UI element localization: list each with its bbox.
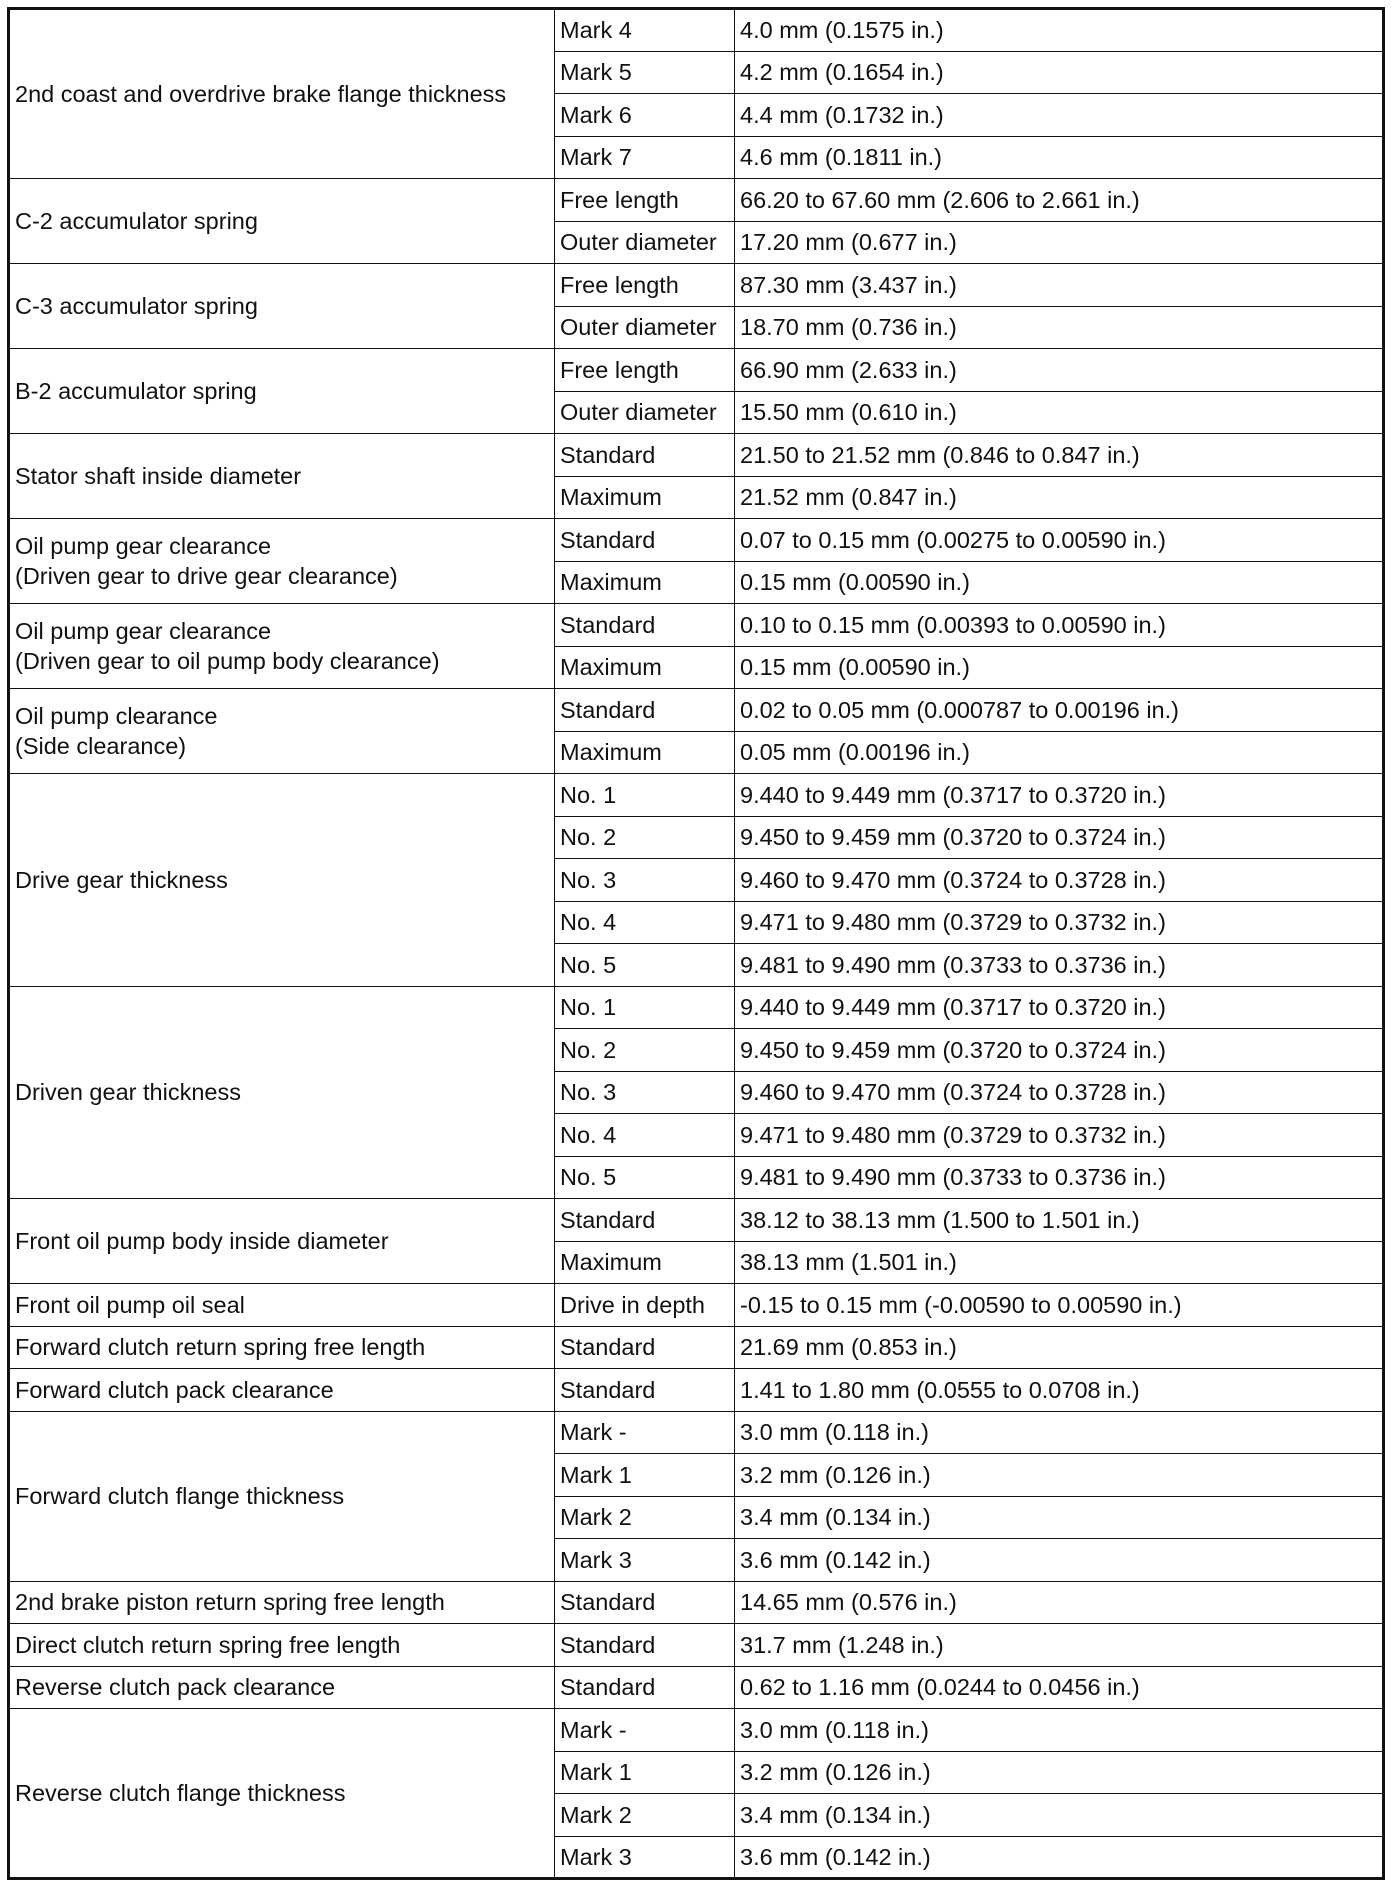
condition-cell: Standard (555, 1666, 735, 1709)
condition-cell: Free length (555, 349, 735, 392)
specification-value-cell: 4.6 mm (0.1811 in.) (735, 136, 1384, 179)
item-name-cell: 2nd coast and overdrive brake flange thickness (9, 9, 555, 179)
specification-value-cell: 3.2 mm (0.126 in.) (735, 1454, 1384, 1497)
condition-cell: Free length (555, 179, 735, 222)
specification-value-cell: 0.07 to 0.15 mm (0.00275 to 0.00590 in.) (735, 519, 1384, 562)
condition-cell: Drive in depth (555, 1284, 735, 1327)
specification-value-cell: 9.481 to 9.490 mm (0.3733 to 0.3736 in.) (735, 1156, 1384, 1199)
condition-cell: Standard (555, 1199, 735, 1242)
item-name-cell: C-3 accumulator spring (9, 264, 555, 349)
condition-cell: No. 5 (555, 1156, 735, 1199)
specification-value-cell: 3.6 mm (0.142 in.) (735, 1836, 1384, 1879)
specification-value-cell: 0.62 to 1.16 mm (0.0244 to 0.0456 in.) (735, 1666, 1384, 1709)
condition-cell: Mark 2 (555, 1794, 735, 1837)
item-name-cell: C-2 accumulator spring (9, 179, 555, 264)
table-row (9, 986, 1384, 1029)
table-row (9, 1284, 1384, 1327)
specification-value-cell: 0.10 to 0.15 mm (0.00393 to 0.00590 in.) (735, 604, 1384, 647)
condition-cell: Standard (555, 604, 735, 647)
condition-cell: Mark 1 (555, 1751, 735, 1794)
condition-cell: No. 1 (555, 774, 735, 817)
condition-cell: Standard (555, 1581, 735, 1624)
specification-value-cell: 1.41 to 1.80 mm (0.0555 to 0.0708 in.) (735, 1369, 1384, 1412)
specification-value-cell: 66.90 mm (2.633 in.) (735, 349, 1384, 392)
specification-value-cell: 31.7 mm (1.248 in.) (735, 1624, 1384, 1667)
condition-cell: Standard (555, 434, 735, 477)
item-name-cell: Drive gear thickness (9, 774, 555, 987)
specification-value-cell: 18.70 mm (0.736 in.) (735, 306, 1384, 349)
condition-cell: Maximum (555, 646, 735, 689)
condition-cell: Standard (555, 1326, 735, 1369)
condition-cell: Mark - (555, 1709, 735, 1752)
condition-cell: Mark 2 (555, 1496, 735, 1539)
table-row (9, 179, 1384, 222)
condition-cell: Maximum (555, 731, 735, 774)
item-name-cell: Direct clutch return spring free length (9, 1624, 555, 1667)
condition-cell: No. 5 (555, 944, 735, 987)
item-name-cell: B-2 accumulator spring (9, 349, 555, 434)
specification-table-body (9, 9, 1384, 1879)
specification-table (7, 7, 1385, 1880)
item-name-cell: Oil pump gear clearance (Driven gear to oil pump body clearance) (9, 604, 555, 689)
table-row (9, 1666, 1384, 1709)
condition-cell: Standard (555, 1624, 735, 1667)
condition-cell: No. 4 (555, 1114, 735, 1157)
condition-cell: Outer diameter (555, 391, 735, 434)
condition-cell: Mark 4 (555, 9, 735, 52)
condition-cell: No. 2 (555, 1029, 735, 1072)
condition-cell: Standard (555, 689, 735, 732)
specification-value-cell: 9.450 to 9.459 mm (0.3720 to 0.3724 in.) (735, 1029, 1384, 1072)
specification-value-cell: 9.460 to 9.470 mm (0.3724 to 0.3728 in.) (735, 859, 1384, 902)
condition-cell: Maximum (555, 476, 735, 519)
item-name-cell: 2nd brake piston return spring free length (9, 1581, 555, 1624)
condition-cell: Mark - (555, 1411, 735, 1454)
specification-value-cell: 21.52 mm (0.847 in.) (735, 476, 1384, 519)
specification-value-cell: 0.02 to 0.05 mm (0.000787 to 0.00196 in.) (735, 689, 1384, 732)
specification-value-cell: 3.0 mm (0.118 in.) (735, 1411, 1384, 1454)
item-name-cell: Oil pump gear clearance (Driven gear to drive gear clearance) (9, 519, 555, 604)
condition-cell: No. 4 (555, 901, 735, 944)
item-name-cell: Front oil pump oil seal (9, 1284, 555, 1327)
table-row (9, 434, 1384, 477)
item-name-cell: Reverse clutch flange thickness (9, 1709, 555, 1879)
condition-cell: Maximum (555, 561, 735, 604)
condition-cell: No. 1 (555, 986, 735, 1029)
condition-cell: Mark 7 (555, 136, 735, 179)
condition-cell: No. 2 (555, 816, 735, 859)
table-row (9, 1411, 1384, 1454)
specification-value-cell: 9.481 to 9.490 mm (0.3733 to 0.3736 in.) (735, 944, 1384, 987)
table-row (9, 689, 1384, 732)
specification-value-cell: 87.30 mm (3.437 in.) (735, 264, 1384, 307)
specification-value-cell: 38.12 to 38.13 mm (1.500 to 1.501 in.) (735, 1199, 1384, 1242)
condition-cell: No. 3 (555, 1071, 735, 1114)
specification-value-cell: 38.13 mm (1.501 in.) (735, 1241, 1384, 1284)
table-row (9, 264, 1384, 307)
specification-value-cell: 15.50 mm (0.610 in.) (735, 391, 1384, 434)
specification-value-cell: 3.0 mm (0.118 in.) (735, 1709, 1384, 1752)
table-row (9, 604, 1384, 647)
specification-value-cell: 3.6 mm (0.142 in.) (735, 1539, 1384, 1582)
table-row (9, 349, 1384, 392)
specification-value-cell: 9.440 to 9.449 mm (0.3717 to 0.3720 in.) (735, 986, 1384, 1029)
specification-value-cell: 4.0 mm (0.1575 in.) (735, 9, 1384, 52)
item-name-cell: Forward clutch flange thickness (9, 1411, 555, 1581)
specification-value-cell: 9.460 to 9.470 mm (0.3724 to 0.3728 in.) (735, 1071, 1384, 1114)
specification-value-cell: 4.2 mm (0.1654 in.) (735, 51, 1384, 94)
condition-cell: Maximum (555, 1241, 735, 1284)
condition-cell: Outer diameter (555, 306, 735, 349)
item-name-cell: Stator shaft inside diameter (9, 434, 555, 519)
specification-value-cell: 21.50 to 21.52 mm (0.846 to 0.847 in.) (735, 434, 1384, 477)
condition-cell: Mark 3 (555, 1836, 735, 1879)
table-row (9, 774, 1384, 817)
condition-cell: Mark 3 (555, 1539, 735, 1582)
table-row (9, 519, 1384, 562)
table-row (9, 1624, 1384, 1667)
specification-value-cell: 3.2 mm (0.126 in.) (735, 1751, 1384, 1794)
specification-value-cell: 66.20 to 67.60 mm (2.606 to 2.661 in.) (735, 179, 1384, 222)
item-name-cell: Reverse clutch pack clearance (9, 1666, 555, 1709)
specification-value-cell: 9.440 to 9.449 mm (0.3717 to 0.3720 in.) (735, 774, 1384, 817)
specification-value-cell: 0.05 mm (0.00196 in.) (735, 731, 1384, 774)
table-row (9, 1709, 1384, 1752)
table-row (9, 1581, 1384, 1624)
table-row (9, 1326, 1384, 1369)
condition-cell: Mark 5 (555, 51, 735, 94)
condition-cell: Free length (555, 264, 735, 307)
specification-value-cell: 17.20 mm (0.677 in.) (735, 221, 1384, 264)
specification-value-cell: 4.4 mm (0.1732 in.) (735, 94, 1384, 137)
table-row (9, 1369, 1384, 1412)
condition-cell: Standard (555, 1369, 735, 1412)
specification-value-cell: 21.69 mm (0.853 in.) (735, 1326, 1384, 1369)
condition-cell: Outer diameter (555, 221, 735, 264)
item-name-cell: Forward clutch return spring free length (9, 1326, 555, 1369)
specification-value-cell: 9.471 to 9.480 mm (0.3729 to 0.3732 in.) (735, 1114, 1384, 1157)
condition-cell: Standard (555, 519, 735, 562)
table-row (9, 1199, 1384, 1242)
condition-cell: Mark 1 (555, 1454, 735, 1497)
specification-value-cell: 9.471 to 9.480 mm (0.3729 to 0.3732 in.) (735, 901, 1384, 944)
item-name-cell: Driven gear thickness (9, 986, 555, 1199)
condition-cell: No. 3 (555, 859, 735, 902)
specification-value-cell: 0.15 mm (0.00590 in.) (735, 646, 1384, 689)
specification-value-cell: 3.4 mm (0.134 in.) (735, 1794, 1384, 1837)
specification-value-cell: 3.4 mm (0.134 in.) (735, 1496, 1384, 1539)
specification-value-cell: 9.450 to 9.459 mm (0.3720 to 0.3724 in.) (735, 816, 1384, 859)
specification-value-cell: 14.65 mm (0.576 in.) (735, 1581, 1384, 1624)
specification-value-cell: 0.15 mm (0.00590 in.) (735, 561, 1384, 604)
item-name-cell: Front oil pump body inside diameter (9, 1199, 555, 1284)
item-name-cell: Oil pump clearance (Side clearance) (9, 689, 555, 774)
table-row (9, 9, 1384, 52)
condition-cell: Mark 6 (555, 94, 735, 137)
specification-value-cell: -0.15 to 0.15 mm (-0.00590 to 0.00590 in.) (735, 1284, 1384, 1327)
item-name-cell: Forward clutch pack clearance (9, 1369, 555, 1412)
